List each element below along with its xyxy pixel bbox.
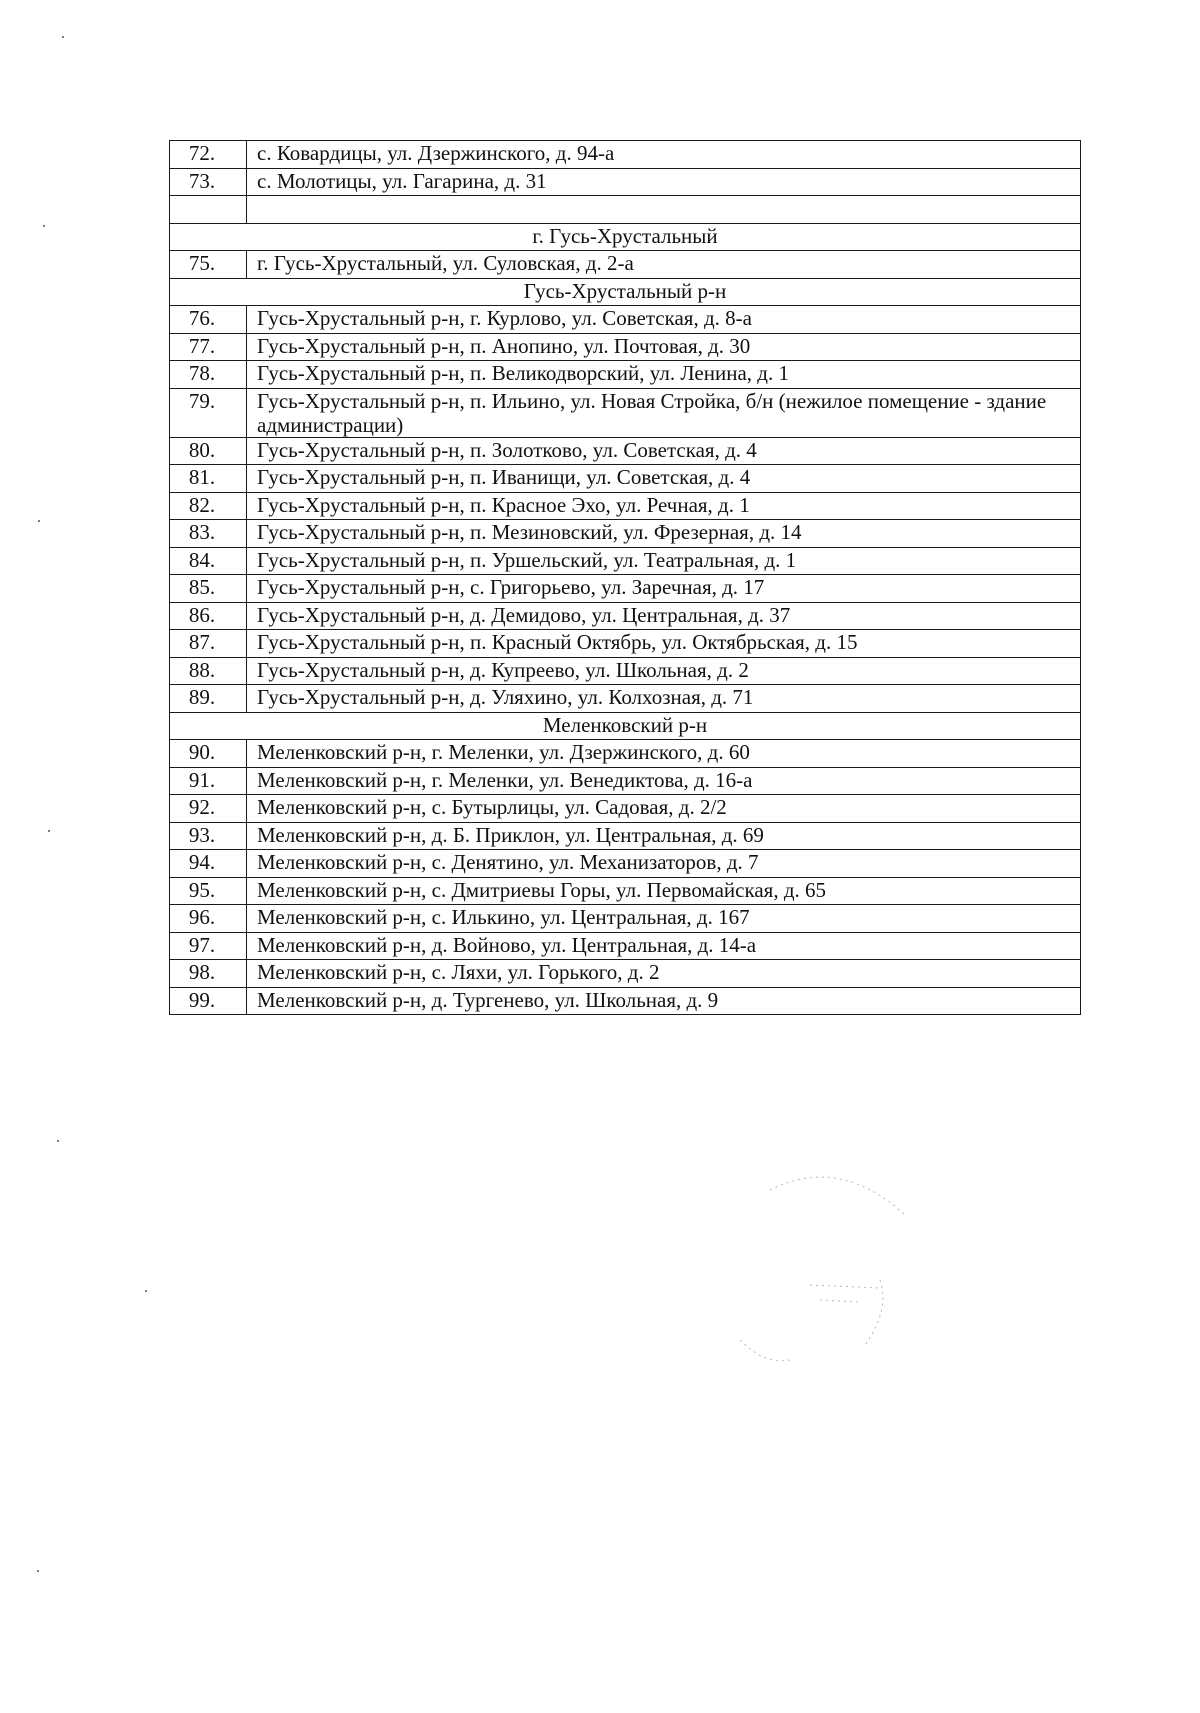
row-number: 92. — [170, 795, 247, 823]
table-row — [170, 932, 1081, 960]
table-row — [170, 520, 1081, 548]
address-cell: Гусь-Хрустальный р-н, п. Великодворский, ул. Ленина, д. 1 — [247, 361, 1081, 389]
table-row — [170, 465, 1081, 493]
faint-stamp-trace — [730, 1160, 950, 1380]
section-title: Меленковский р-н — [170, 712, 1081, 740]
row-number: 80. — [170, 437, 247, 465]
row-number: 81. — [170, 465, 247, 493]
address-cell: Меленковский р-н, с. Илькино, ул. Центральная, д. 167 — [247, 905, 1081, 933]
row-number: 99. — [170, 987, 247, 1015]
row-number: 87. — [170, 630, 247, 658]
row-number: 93. — [170, 822, 247, 850]
row-number: 94. — [170, 850, 247, 878]
table-row — [170, 602, 1081, 630]
table-row — [170, 492, 1081, 520]
address-cell: Гусь-Хрустальный р-н, д. Уляхино, ул. Колхозная, д. 71 — [247, 685, 1081, 713]
address-table — [169, 140, 1081, 1015]
table-row — [170, 685, 1081, 713]
address-cell: Гусь-Хрустальный р-н, п. Иванищи, ул. Советская, д. 4 — [247, 465, 1081, 493]
address-cell: с. Молотицы, ул. Гагарина, д. 31 — [247, 168, 1081, 196]
scan-speck — [57, 1140, 59, 1142]
row-number: 83. — [170, 520, 247, 548]
table-row — [170, 547, 1081, 575]
address-cell: Меленковский р-н, с. Бутырлицы, ул. Садовая, д. 2/2 — [247, 795, 1081, 823]
row-number: 89. — [170, 685, 247, 713]
scan-speck — [37, 1570, 39, 1572]
row-number: 96. — [170, 905, 247, 933]
address-cell: Гусь-Хрустальный р-н, г. Курлово, ул. Советская, д. 8-а — [247, 306, 1081, 334]
row-number: 77. — [170, 333, 247, 361]
address-cell: Гусь-Хрустальный р-н, п. Мезиновский, ул. Фрезерная, д. 14 — [247, 520, 1081, 548]
table-row — [170, 822, 1081, 850]
address-cell: Меленковский р-н, д. Войново, ул. Центральная, д. 14-а — [247, 932, 1081, 960]
row-number: 85. — [170, 575, 247, 603]
section-title: г. Гусь-Хрустальный — [170, 223, 1081, 251]
row-number: 76. — [170, 306, 247, 334]
address-cell: Меленковский р-н, г. Меленки, ул. Венедиктова, д. 16-а — [247, 767, 1081, 795]
address-cell: Гусь-Хрустальный р-н, п. Красное Эхо, ул. Речная, д. 1 — [247, 492, 1081, 520]
row-number: 95. — [170, 877, 247, 905]
address-cell: Меленковский р-н, д. Б. Приклон, ул. Центральная, д. 69 — [247, 822, 1081, 850]
table-row — [170, 960, 1081, 988]
row-number: 73. — [170, 168, 247, 196]
scan-speck — [48, 830, 50, 832]
scan-speck — [43, 225, 45, 227]
row-number: 90. — [170, 740, 247, 768]
address-cell: Гусь-Хрустальный р-н, с. Григорьево, ул. Заречная, д. 17 — [247, 575, 1081, 603]
row-number: 88. — [170, 657, 247, 685]
table-row — [170, 740, 1081, 768]
table-row — [170, 168, 1081, 196]
row-number: 78. — [170, 361, 247, 389]
row-number: 84. — [170, 547, 247, 575]
table-row — [170, 575, 1081, 603]
section-header-row — [170, 712, 1081, 740]
row-number: 82. — [170, 492, 247, 520]
address-cell: Гусь-Хрустальный р-н, п. Анопино, ул. Почтовая, д. 30 — [247, 333, 1081, 361]
section-header-row — [170, 223, 1081, 251]
table-row — [170, 630, 1081, 658]
address-cell: Гусь-Хрустальный р-н, п. Ильино, ул. Новая Стройка, б/н (нежилое помещение - здание администрации) — [247, 388, 1081, 437]
row-number: 75. — [170, 251, 247, 279]
table-row — [170, 795, 1081, 823]
row-number: 86. — [170, 602, 247, 630]
row-number: 98. — [170, 960, 247, 988]
table-row — [170, 767, 1081, 795]
address-cell: Гусь-Хрустальный р-н, д. Демидово, ул. Центральная, д. 37 — [247, 602, 1081, 630]
address-cell: Гусь-Хрустальный р-н, п. Золотково, ул. Советская, д. 4 — [247, 437, 1081, 465]
address-cell: Гусь-Хрустальный р-н, п. Уршельский, ул. Театральная, д. 1 — [247, 547, 1081, 575]
address-cell: Меленковский р-н, с. Ляхи, ул. Горького, д. 2 — [247, 960, 1081, 988]
row-number: 91. — [170, 767, 247, 795]
table-row — [170, 657, 1081, 685]
table-row — [170, 987, 1081, 1015]
scan-speck — [62, 36, 64, 38]
row-number: 72. — [170, 141, 247, 169]
address-cell: г. Гусь-Хрустальный, ул. Суловская, д. 2-а — [247, 251, 1081, 279]
table-row — [170, 361, 1081, 389]
section-title: Гусь-Хрустальный р-н — [170, 278, 1081, 306]
table-row — [170, 437, 1081, 465]
table-row — [170, 877, 1081, 905]
row-number: 97. — [170, 932, 247, 960]
address-cell: Гусь-Хрустальный р-н, д. Купреево, ул. Школьная, д. 2 — [247, 657, 1081, 685]
address-cell: Меленковский р-н, с. Денятино, ул. Механизаторов, д. 7 — [247, 850, 1081, 878]
address-cell: Гусь-Хрустальный р-н, п. Красный Октябрь, ул. Октябрьская, д. 15 — [247, 630, 1081, 658]
scan-speck — [38, 520, 40, 522]
table-row — [170, 388, 1081, 437]
table-row — [170, 333, 1081, 361]
row-number — [170, 196, 247, 224]
section-header-row — [170, 278, 1081, 306]
table-row — [170, 850, 1081, 878]
row-number: 79. — [170, 388, 247, 437]
table-row — [170, 306, 1081, 334]
scan-speck — [145, 1290, 147, 1292]
table-row — [170, 141, 1081, 169]
table-row — [170, 196, 1081, 224]
address-cell: Меленковский р-н, с. Дмитриевы Горы, ул. Первомайская, д. 65 — [247, 877, 1081, 905]
address-cell — [247, 196, 1081, 224]
address-cell: Меленковский р-н, д. Тургенево, ул. Школьная, д. 9 — [247, 987, 1081, 1015]
address-cell: с. Ковардицы, ул. Дзержинского, д. 94-а — [247, 141, 1081, 169]
table-row — [170, 251, 1081, 279]
address-table-body — [170, 141, 1081, 1015]
table-row — [170, 905, 1081, 933]
address-cell: Меленковский р-н, г. Меленки, ул. Дзержинского, д. 60 — [247, 740, 1081, 768]
